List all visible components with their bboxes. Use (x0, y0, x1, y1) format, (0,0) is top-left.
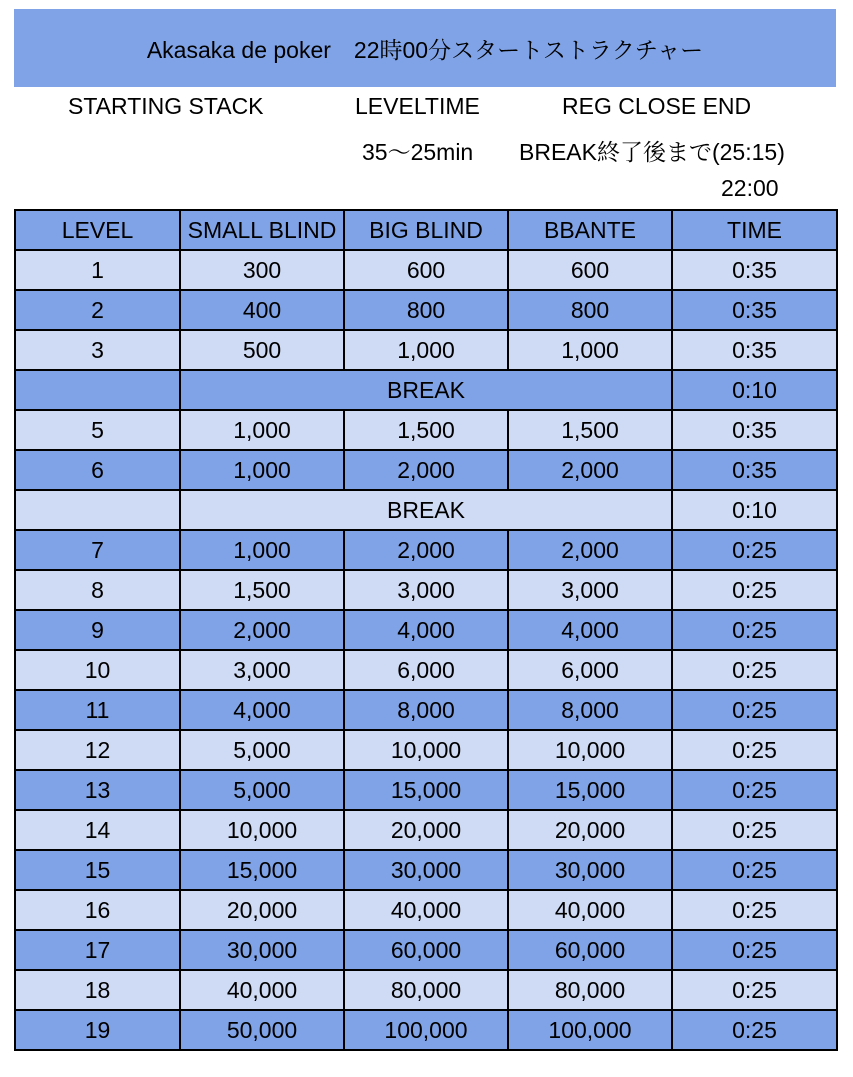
bbante-cell: 30,000 (508, 850, 672, 890)
bbante-cell: 40,000 (508, 890, 672, 930)
level-cell: 15 (15, 850, 180, 890)
level-cell: 3 (15, 330, 180, 370)
level-cell: 16 (15, 890, 180, 930)
time-cell: 0:25 (672, 1010, 837, 1050)
break-label: BREAK (180, 370, 672, 410)
level-cell: 1 (15, 250, 180, 290)
time-cell: 0:35 (672, 410, 837, 450)
big-blind-cell: 20,000 (344, 810, 508, 850)
table-row (15, 570, 837, 610)
small-blind-cell: 5,000 (180, 770, 344, 810)
bbante-cell: 3,000 (508, 570, 672, 610)
small-blind-cell: 2,000 (180, 610, 344, 650)
time-cell: 0:25 (672, 610, 837, 650)
break-row (15, 370, 837, 410)
table-row (15, 850, 837, 890)
small-blind-cell: 1,000 (180, 410, 344, 450)
level-cell: 14 (15, 810, 180, 850)
table-row (15, 610, 837, 650)
page-title: Akasaka de poker 22時00分スタートストラクチャー (146, 36, 704, 63)
big-blind-cell: 60,000 (344, 930, 508, 970)
small-blind-cell: 20,000 (180, 890, 344, 930)
bbante-cell: 10,000 (508, 730, 672, 770)
small-blind-cell: 400 (180, 290, 344, 330)
break-row (15, 490, 837, 530)
level-cell (15, 490, 180, 530)
small-blind-cell: 30,000 (180, 930, 344, 970)
leveltime-value: 35〜25min (362, 139, 474, 165)
table-row (15, 290, 837, 330)
small-blind-cell: 500 (180, 330, 344, 370)
big-blind-cell: 3,000 (344, 570, 508, 610)
small-blind-cell: 4,000 (180, 690, 344, 730)
level-cell: 5 (15, 410, 180, 450)
time-cell: 0:25 (672, 690, 837, 730)
big-blind-cell: 15,000 (344, 770, 508, 810)
time-cell: 0:25 (672, 570, 837, 610)
time-cell: 0:25 (672, 810, 837, 850)
bbante-cell: 4,000 (508, 610, 672, 650)
table-row (15, 730, 837, 770)
time-cell: 0:25 (672, 770, 837, 810)
table-row (15, 690, 837, 730)
level-cell: 13 (15, 770, 180, 810)
small-blind-cell: 5,000 (180, 730, 344, 770)
big-blind-cell: 600 (344, 250, 508, 290)
bbante-cell: 2,000 (508, 530, 672, 570)
table-row (15, 890, 837, 930)
table-row (15, 530, 837, 570)
table-row (15, 250, 837, 290)
table-row (15, 650, 837, 690)
bbante-cell: 800 (508, 290, 672, 330)
time-cell: 0:25 (672, 650, 837, 690)
time-cell: 0:35 (672, 450, 837, 490)
table-row (15, 930, 837, 970)
break-label: BREAK (180, 490, 672, 530)
small-blind-cell: 1,000 (180, 450, 344, 490)
big-blind-cell: 1,000 (344, 330, 508, 370)
level-cell: 2 (15, 290, 180, 330)
level-cell: 18 (15, 970, 180, 1010)
reg-close-value: BREAK終了後まで(25:15) (519, 139, 785, 165)
time-cell: 0:25 (672, 530, 837, 570)
leveltime-label: LEVELTIME (355, 93, 480, 119)
title-bar (14, 9, 836, 87)
header-big-blind: BIG BLIND (344, 210, 508, 250)
header-bbante: BBANTE (508, 210, 672, 250)
big-blind-cell: 2,000 (344, 530, 508, 570)
bbante-cell: 1,500 (508, 410, 672, 450)
small-blind-cell: 300 (180, 250, 344, 290)
starting-stack-label: STARTING STACK (68, 93, 264, 119)
time-cell: 0:10 (672, 490, 837, 530)
bbante-cell: 2,000 (508, 450, 672, 490)
table-row (15, 810, 837, 850)
small-blind-cell: 3,000 (180, 650, 344, 690)
table-row (15, 410, 837, 450)
big-blind-cell: 30,000 (344, 850, 508, 890)
small-blind-cell: 10,000 (180, 810, 344, 850)
level-cell: 8 (15, 570, 180, 610)
table-row (15, 330, 837, 370)
time-cell: 0:35 (672, 330, 837, 370)
big-blind-cell: 4,000 (344, 610, 508, 650)
small-blind-cell: 50,000 (180, 1010, 344, 1050)
reg-close-label: REG CLOSE END (562, 93, 752, 119)
level-cell: 11 (15, 690, 180, 730)
blind-structure-table (14, 209, 838, 1051)
big-blind-cell: 80,000 (344, 970, 508, 1010)
big-blind-cell: 800 (344, 290, 508, 330)
level-cell: 7 (15, 530, 180, 570)
time-cell: 0:10 (672, 370, 837, 410)
big-blind-cell: 100,000 (344, 1010, 508, 1050)
time-cell: 0:25 (672, 890, 837, 930)
small-blind-cell: 40,000 (180, 970, 344, 1010)
level-cell: 17 (15, 930, 180, 970)
big-blind-cell: 6,000 (344, 650, 508, 690)
bbante-cell: 15,000 (508, 770, 672, 810)
table-row (15, 1010, 837, 1050)
big-blind-cell: 40,000 (344, 890, 508, 930)
table-row (15, 970, 837, 1010)
level-cell (15, 370, 180, 410)
table-row (15, 770, 837, 810)
big-blind-cell: 2,000 (344, 450, 508, 490)
table-row (15, 450, 837, 490)
bbante-cell: 80,000 (508, 970, 672, 1010)
header-level: LEVEL (15, 210, 180, 250)
time-cell: 0:25 (672, 930, 837, 970)
big-blind-cell: 8,000 (344, 690, 508, 730)
bbante-cell: 600 (508, 250, 672, 290)
time-cell: 0:25 (672, 970, 837, 1010)
small-blind-cell: 1,000 (180, 530, 344, 570)
time-cell: 0:35 (672, 250, 837, 290)
level-cell: 9 (15, 610, 180, 650)
bbante-cell: 1,000 (508, 330, 672, 370)
table-header-row (15, 210, 837, 250)
small-blind-cell: 1,500 (180, 570, 344, 610)
header-time: TIME (672, 210, 837, 250)
big-blind-cell: 10,000 (344, 730, 508, 770)
bbante-cell: 6,000 (508, 650, 672, 690)
level-cell: 10 (15, 650, 180, 690)
bbante-cell: 8,000 (508, 690, 672, 730)
time-cell: 0:25 (672, 730, 837, 770)
bbante-cell: 60,000 (508, 930, 672, 970)
header-small-blind: SMALL BLIND (180, 210, 344, 250)
big-blind-cell: 1,500 (344, 410, 508, 450)
level-cell: 12 (15, 730, 180, 770)
level-cell: 6 (15, 450, 180, 490)
bbante-cell: 20,000 (508, 810, 672, 850)
time-cell: 0:35 (672, 290, 837, 330)
level-cell: 19 (15, 1010, 180, 1050)
start-time: 22:00 (721, 175, 779, 201)
time-cell: 0:25 (672, 850, 837, 890)
bbante-cell: 100,000 (508, 1010, 672, 1050)
small-blind-cell: 15,000 (180, 850, 344, 890)
